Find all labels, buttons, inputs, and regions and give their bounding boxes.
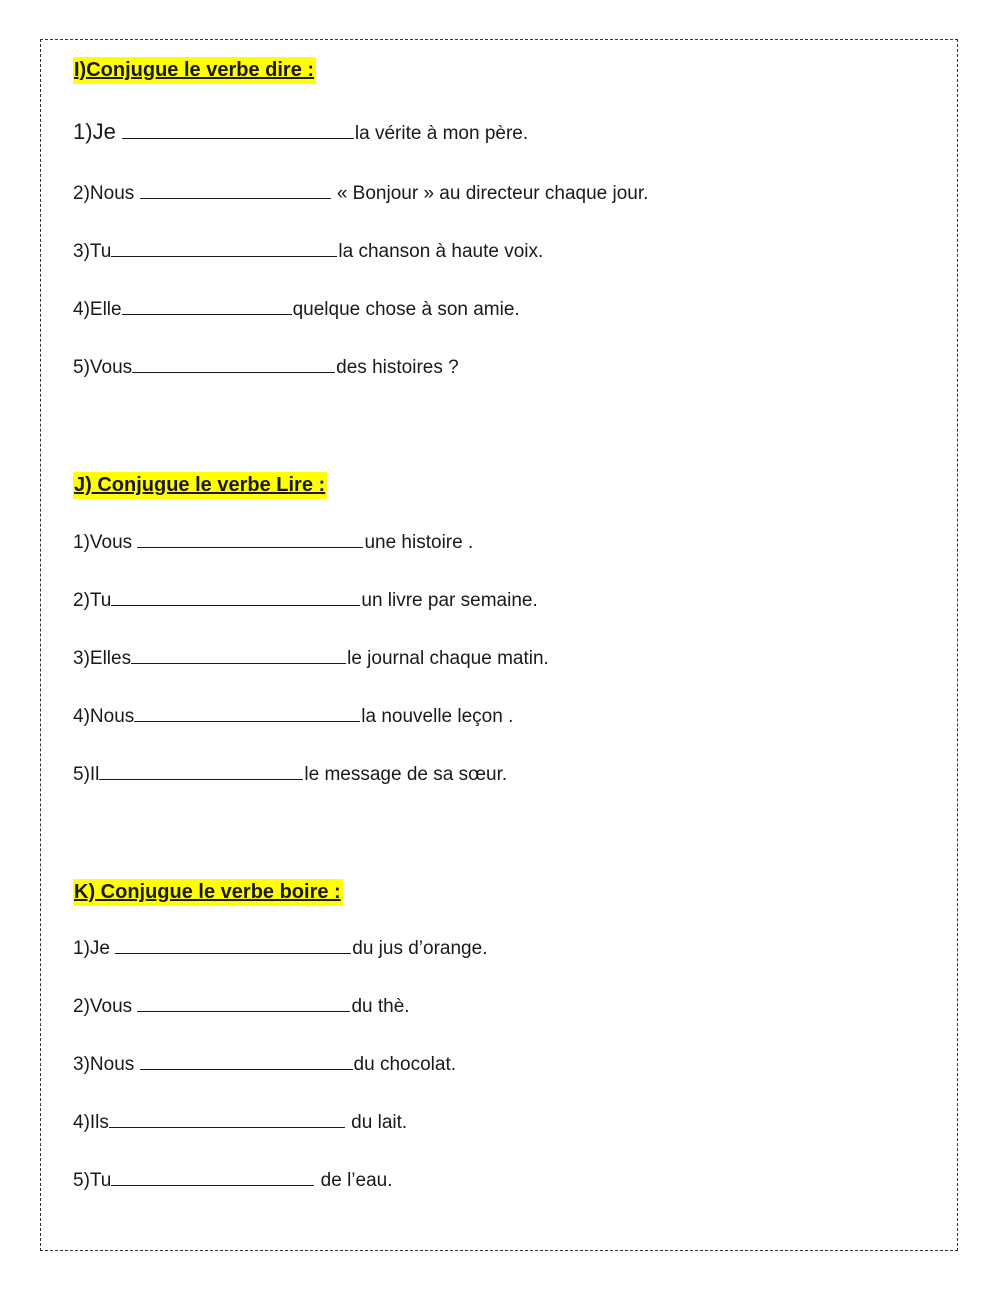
item-subject: Ils xyxy=(89,1112,109,1133)
answer-blank[interactable] xyxy=(109,1111,345,1128)
item-number: 1) xyxy=(73,532,90,553)
exercise-line xyxy=(73,937,487,961)
item-subject: Tu xyxy=(89,1170,112,1191)
item-subject: Il xyxy=(89,764,100,785)
item-subject: Nous xyxy=(89,706,135,727)
answer-blank[interactable] xyxy=(137,995,350,1012)
answer-blank[interactable] xyxy=(99,763,303,780)
answer-blank[interactable] xyxy=(111,1169,314,1186)
item-number: 5) xyxy=(73,357,90,378)
item-subject: Elle xyxy=(89,299,122,320)
exercise-line xyxy=(73,531,473,555)
exercise-line xyxy=(73,120,528,146)
answer-blank[interactable] xyxy=(137,531,363,548)
item-number: 5) xyxy=(73,1170,90,1191)
section-heading-lire: J) Conjugue le verbe Lire : xyxy=(73,472,327,499)
exercise-line xyxy=(73,1169,393,1193)
exercise-line xyxy=(73,995,410,1019)
item-number: 2) xyxy=(73,590,90,611)
item-rest: du thè. xyxy=(351,996,410,1017)
item-subject: Elles xyxy=(89,648,132,669)
exercise-line xyxy=(73,763,507,787)
answer-blank[interactable] xyxy=(122,298,292,315)
item-number: 3) xyxy=(73,1054,90,1075)
item-number: 3) xyxy=(73,241,90,262)
item-number: 2) xyxy=(73,996,90,1017)
section-heading-boire: K) Conjugue le verbe boire : xyxy=(73,879,343,906)
answer-blank[interactable] xyxy=(111,240,337,257)
item-rest: le message de sa sœur. xyxy=(304,764,508,785)
exercise-line xyxy=(73,1111,407,1135)
exercise-line xyxy=(73,647,549,671)
item-subject: Vous xyxy=(89,357,133,378)
item-rest: le journal chaque matin. xyxy=(347,648,549,669)
item-subject: Vous xyxy=(89,532,138,553)
item-subject: Tu xyxy=(89,590,112,611)
item-subject: Je xyxy=(89,938,116,959)
item-rest: du jus d’orange. xyxy=(352,938,488,959)
exercise-line xyxy=(73,1053,456,1077)
item-rest: la nouvelle leçon . xyxy=(361,706,514,727)
item-subject: Vous xyxy=(89,996,138,1017)
item-number: 4) xyxy=(73,706,90,727)
item-number: 5) xyxy=(73,764,90,785)
item-number: 4) xyxy=(73,1112,90,1133)
item-rest: une histoire . xyxy=(364,532,474,553)
item-rest: la chanson à haute voix. xyxy=(338,241,544,262)
item-rest: un livre par semaine. xyxy=(361,590,538,611)
item-rest: du lait. xyxy=(345,1112,408,1133)
answer-blank[interactable] xyxy=(132,356,335,373)
item-number: 2) xyxy=(73,183,90,204)
item-rest: quelque chose à son amie. xyxy=(292,299,520,320)
item-number: 4) xyxy=(73,299,90,320)
answer-blank[interactable] xyxy=(111,589,360,606)
answer-blank[interactable] xyxy=(140,1053,353,1070)
answer-blank[interactable] xyxy=(131,647,346,664)
exercise-line xyxy=(73,589,538,613)
section-heading-dire: I)Conjugue le verbe dire : xyxy=(73,57,316,84)
item-subject: Nous xyxy=(89,1054,140,1075)
exercise-line xyxy=(73,182,648,206)
item-rest: des histoires ? xyxy=(336,357,459,378)
item-subject: Je xyxy=(92,119,122,144)
exercise-line xyxy=(73,298,520,322)
item-number: 1) xyxy=(73,119,93,144)
item-rest: du chocolat. xyxy=(353,1054,457,1075)
item-subject: Nous xyxy=(89,183,140,204)
item-number: 1) xyxy=(73,938,90,959)
answer-blank[interactable] xyxy=(134,705,360,722)
item-subject: Tu xyxy=(89,241,112,262)
item-rest: « Bonjour » au directeur chaque jour. xyxy=(331,183,649,204)
item-rest: de l’eau. xyxy=(315,1170,393,1191)
answer-blank[interactable] xyxy=(140,182,331,199)
item-number: 3) xyxy=(73,648,90,669)
item-rest: la vérite à mon père. xyxy=(354,123,529,144)
exercise-line xyxy=(73,356,459,380)
exercise-line xyxy=(73,705,513,729)
exercise-line xyxy=(73,240,543,264)
answer-blank[interactable] xyxy=(122,122,354,139)
answer-blank[interactable] xyxy=(115,937,351,954)
